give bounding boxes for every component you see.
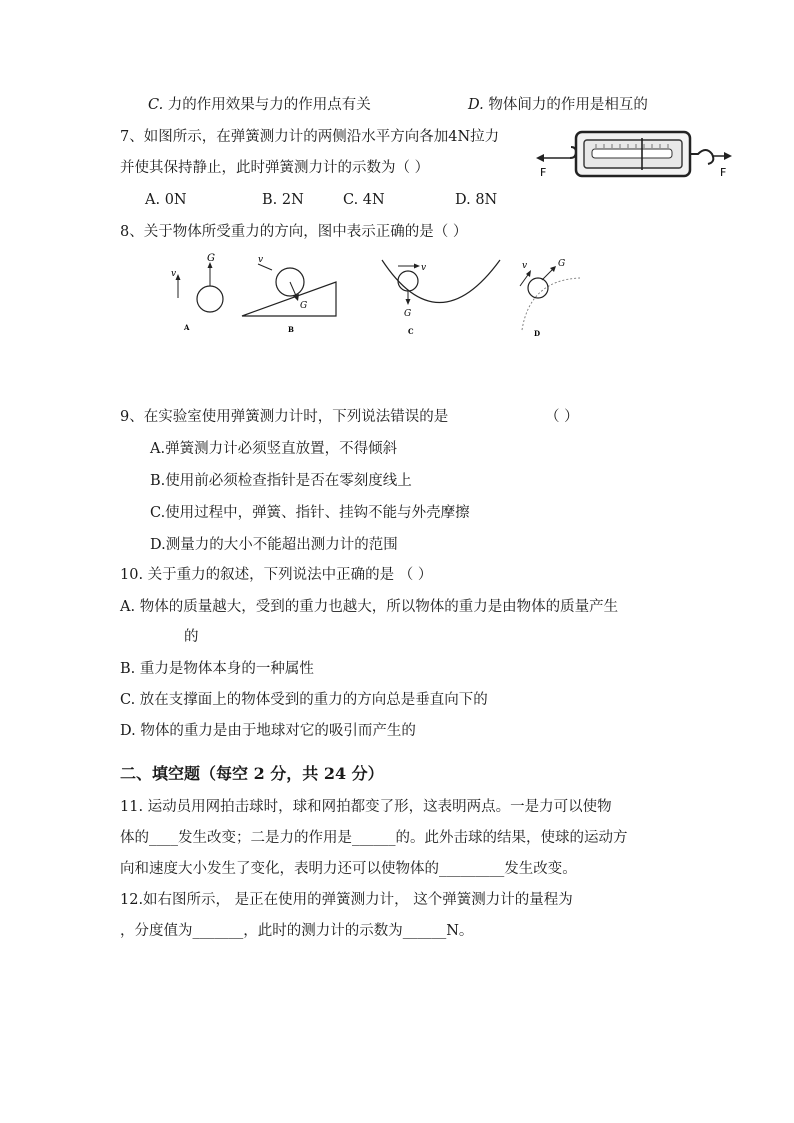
q10-stem: 10. 关于重力的叙述，下列说法中正确的是 （ ） — [120, 567, 433, 583]
q8-c-caption: C — [408, 327, 414, 336]
q8-d-caption: D — [534, 329, 541, 338]
q7-stem-line2: 并使其保持静止，此时弹簧测力计的示数为（ ） — [120, 160, 430, 176]
q7-figure-left-f: F — [540, 166, 547, 179]
q10-option-a-line2: 的 — [184, 629, 199, 645]
q8-a-caption: A — [184, 323, 190, 332]
q10-option-b: B. 重力是物体本身的一种属性 — [120, 661, 314, 677]
q8-a-v-label: v — [171, 269, 177, 279]
q8-b-caption: B — [288, 325, 294, 334]
q9-option-b: B.使用前必须检查指针是否在零刻度线上 — [150, 473, 412, 489]
q8-figure-c — [382, 260, 500, 336]
q6-option-d — [468, 95, 648, 115]
q8-figures — [160, 250, 600, 345]
q8-c-g-label: G — [404, 309, 412, 319]
q9-stem: 9、在实验室使用弹簧测力计时，下列说法错误的是 — [120, 409, 449, 425]
q9-paren: （ ） — [545, 409, 579, 425]
q11-line2: 体的____发生改变；二是力的作用是______的。此外击球的结果，使球的运动方 — [120, 830, 628, 846]
q8-b-g-label: G — [300, 301, 308, 311]
q8-figure-b — [242, 255, 336, 334]
q8-c-v-label: v — [421, 263, 427, 273]
q7-option-c: C. 4N — [343, 192, 385, 208]
q8-d-v-label: v — [522, 261, 528, 271]
q7-option-d: D. 8N — [455, 192, 498, 208]
q8-a-g-label: G — [207, 253, 215, 264]
q6-option-d-text: 物体间力的作用是相互的 — [488, 97, 648, 113]
q11-line1: 11. 运动员用网拍击球时，球和网拍都变了形，这表明两点。一是力可以使物 — [120, 799, 612, 815]
q11-line3: 向和速度大小发生了变化，表明力还可以使物体的_________发生改变。 — [120, 861, 577, 877]
q10-option-c: C. 放在支撑面上的物体受到的重力的方向总是垂直向下的 — [120, 692, 488, 708]
q7-option-a: A. 0N — [145, 192, 187, 208]
q10-option-a-line1: A. 物体的质量越大，受到的重力也越大，所以物体的重力是由物体的质量产生 — [120, 599, 619, 615]
q7-option-b: B. 2N — [262, 192, 304, 208]
q12-line1: 12.如右图所示， 是正在使用的弹簧测力计， 这个弹簧测力计的量程为 — [120, 892, 573, 908]
q9-option-a: A.弹簧测力计必须竖直放置，不得倾斜 — [150, 441, 398, 457]
q6-option-c — [148, 95, 371, 115]
q9-option-c: C.使用过程中，弹簧、指针、挂钩不能与外壳摩擦 — [150, 505, 470, 521]
q7-spring-scale-figure — [534, 126, 734, 180]
q7-figure-right-f: F — [720, 166, 727, 179]
q8-figure-a — [171, 253, 223, 332]
q6-option-d-letter: D. — [468, 97, 484, 113]
q8-stem: 8、关于物体所受重力的方向，图中表示正确的是（ ） — [120, 224, 468, 240]
section-heading-fill-in: 二、填空题（每空 2 分，共 24 分） — [120, 764, 384, 783]
q7-stem-line1: 7、如图所示，在弹簧测力计的两侧沿水平方向各加4N拉力 — [120, 129, 500, 145]
q10-option-d: D. 物体的重力是由于地球对它的吸引而产生的 — [120, 723, 416, 739]
q9-option-d: D.测量力的大小不能超出测力计的范围 — [150, 537, 398, 553]
q8-figure-d — [520, 259, 580, 338]
q6-option-c-letter: C. — [148, 97, 164, 113]
q8-b-v-label: v — [258, 255, 264, 265]
q8-d-g-label: G — [558, 259, 566, 269]
q12-line2: ，分度值为_______，此时的测力计的示数为______N。 — [120, 923, 474, 939]
q6-option-c-text: 力的作用效果与力的作用点有关 — [167, 97, 371, 113]
